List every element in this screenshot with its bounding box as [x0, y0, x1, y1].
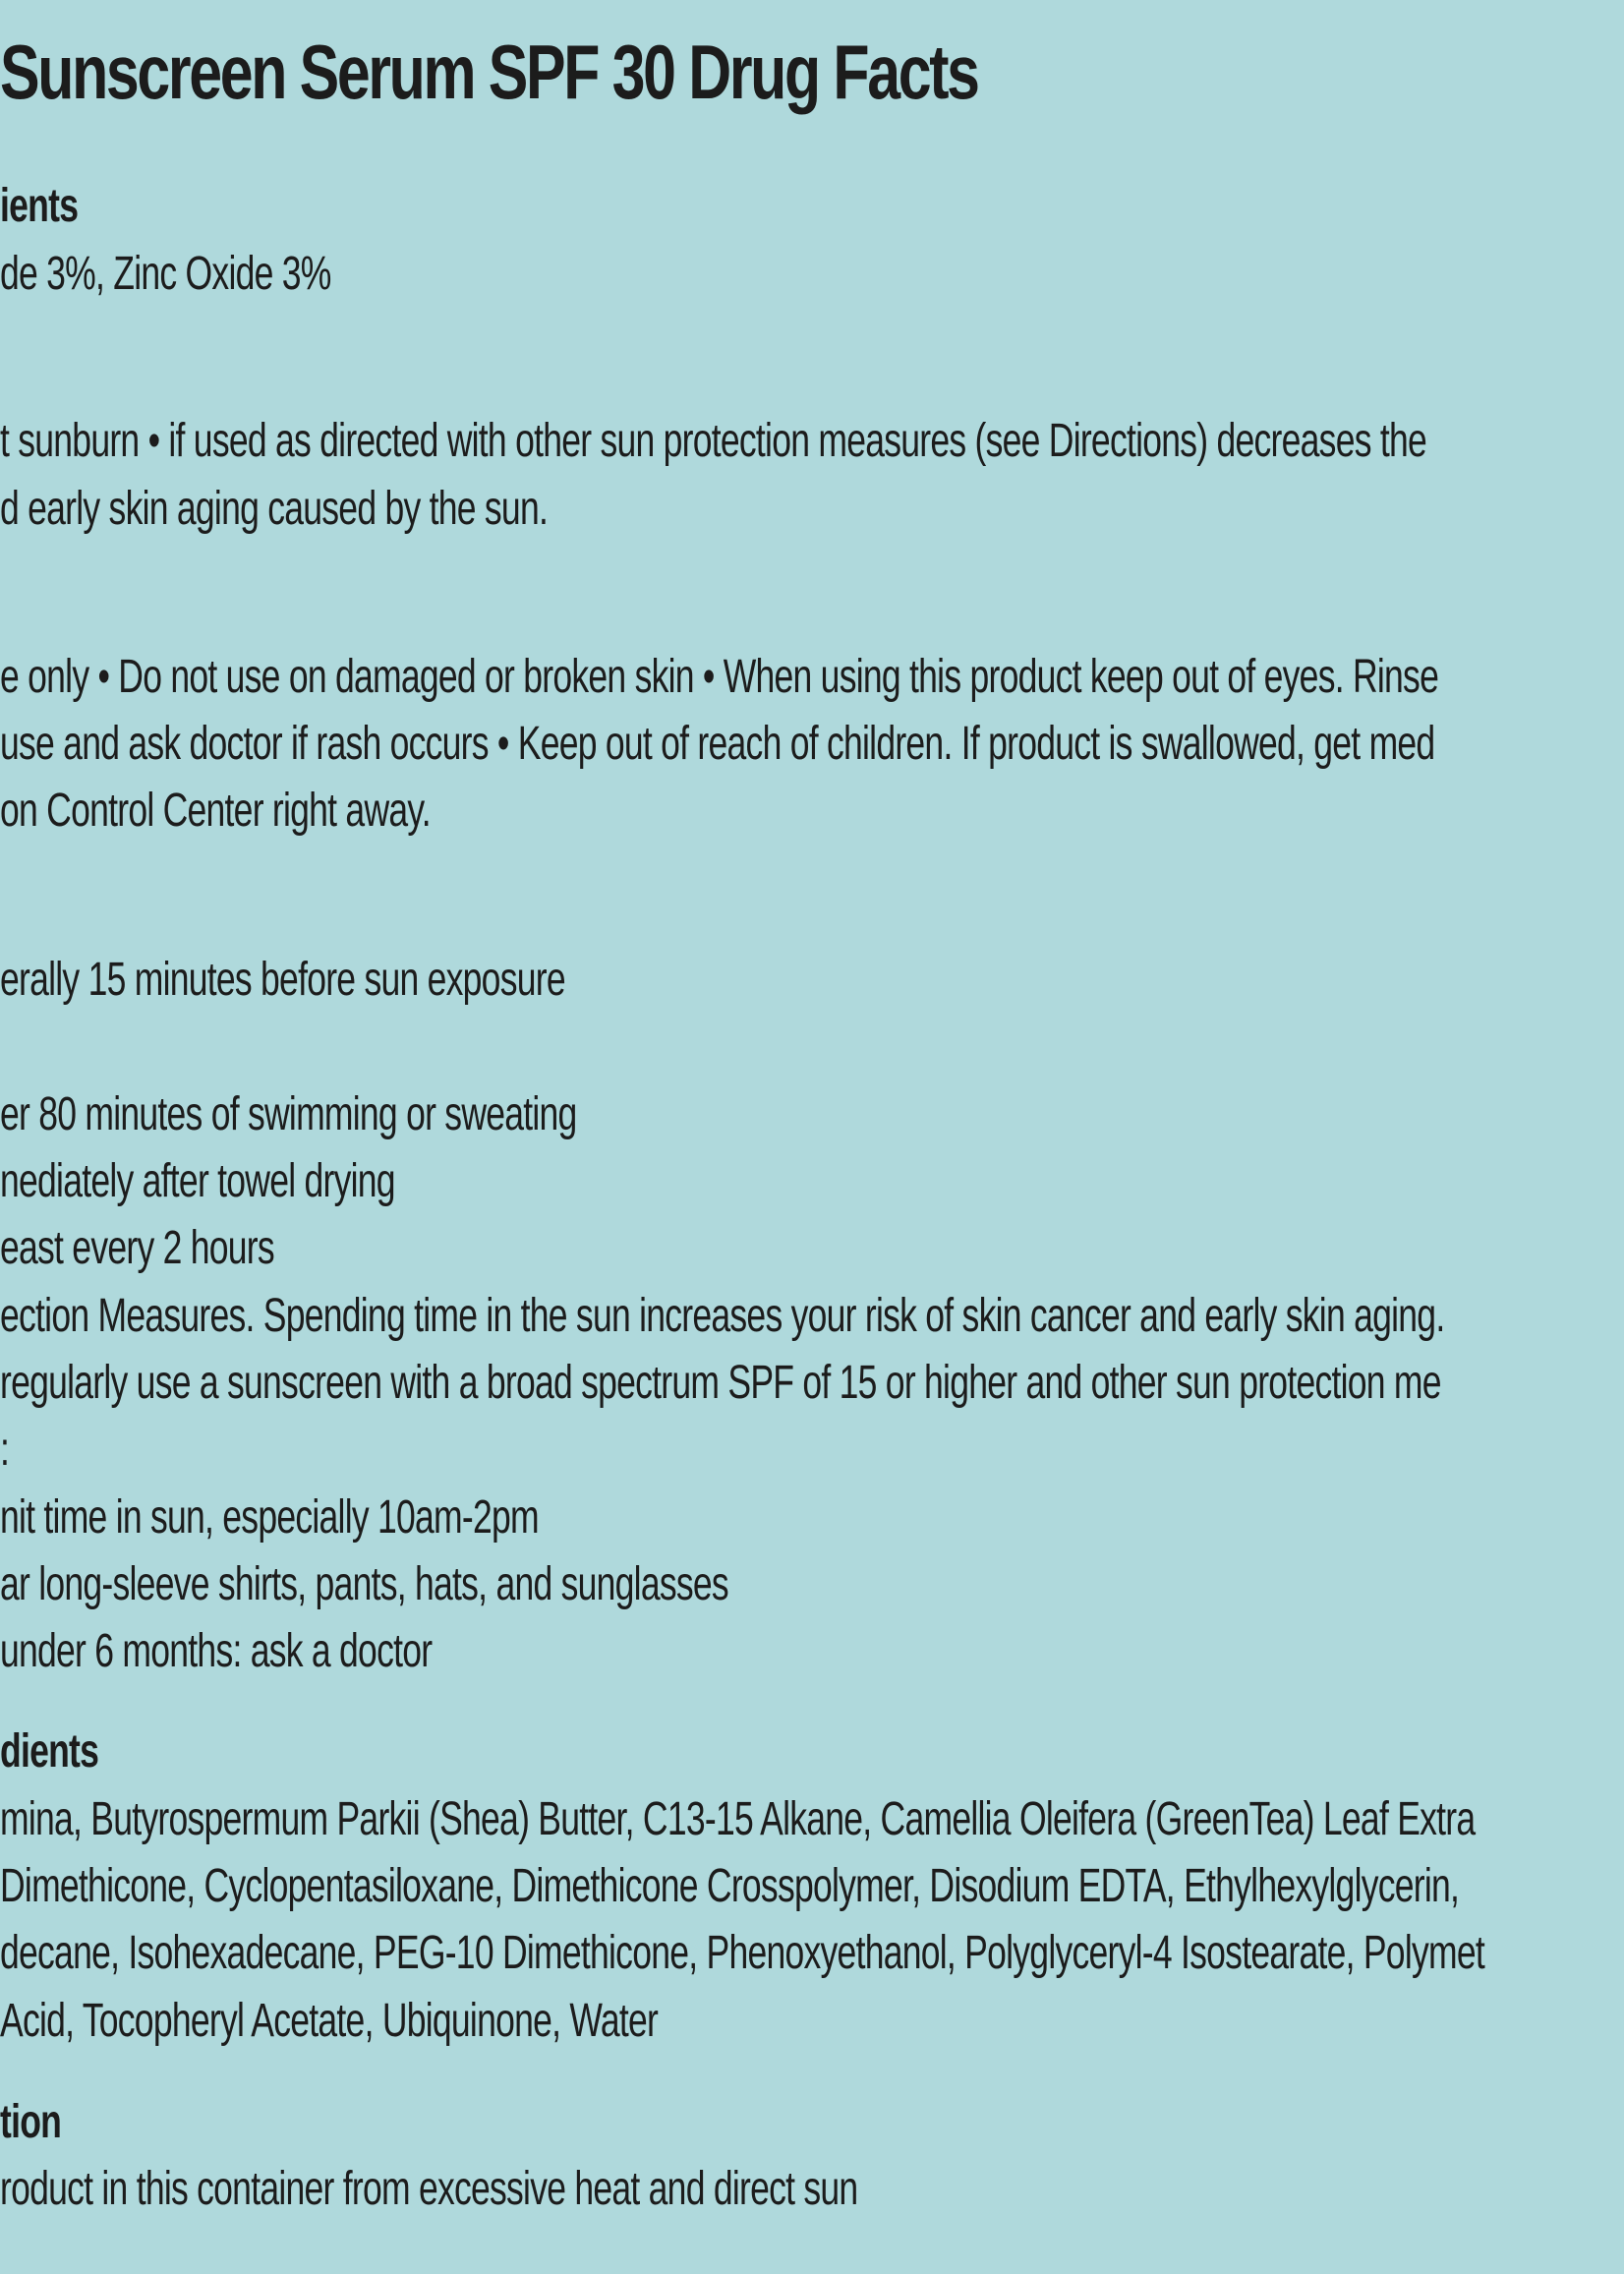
directions-line-2: er 80 minutes of swimming or sweating — [0, 1088, 577, 1140]
directions-line-8: nit time in sun, especially 10am-2pm — [0, 1491, 539, 1544]
directions-line-9: ar long-sleeve shirts, pants, hats, and sunglasses — [0, 1558, 728, 1610]
inactive-ingredients-heading: dients — [0, 1725, 99, 1778]
other-information-text: roduct in this container from excessive heat and direct sun — [0, 2163, 858, 2215]
warnings-line-3: on Control Center right away. — [0, 785, 431, 837]
inactive-ingredients-line-2: Dimethicone, Cyclopentasiloxane, Dimethicone Crosspolymer, Disodium EDTA, Ethylhexylglycerin, — [0, 1860, 1460, 1912]
directions-line-7: : — [0, 1424, 10, 1476]
uses-line-2: d early skin aging caused by the sun. — [0, 483, 549, 535]
warnings-line-2: use and ask doctor if rash occurs • Keep out of reach of children. If product is swallowed, get med — [0, 718, 1435, 770]
directions-line-1: erally 15 minutes before sun exposure — [0, 954, 565, 1006]
directions-line-10: under 6 months: ask a doctor — [0, 1625, 433, 1677]
other-information-heading: tion — [0, 2096, 62, 2148]
inactive-ingredients-line-3: decane, Isohexadecane, PEG-10 Dimethicone, Phenoxyethanol, Polyglyceryl-4 Isostearate, Polymet — [0, 1927, 1484, 1979]
active-ingredients-heading: ients — [0, 180, 79, 232]
directions-line-3: nediately after towel drying — [0, 1155, 395, 1207]
page-title: Sunscreen Serum SPF 30 Drug Facts — [0, 29, 978, 115]
inactive-ingredients-line-1: mina, Butyrospermum Parkii (Shea) Butter, C13-15 Alkane, Camellia Oleifera (GreenTea) Leaf Extra — [0, 1793, 1476, 1845]
uses-line-1: t sunburn • if used as directed with other sun protection measures (see Directions) decreases the — [0, 415, 1427, 467]
directions-line-6: regularly use a sunscreen with a broad spectrum SPF of 15 or higher and other sun protection me — [0, 1357, 1441, 1409]
active-ingredients-text: de 3%, Zinc Oxide 3% — [0, 248, 331, 300]
directions-line-5: ection Measures. Spending time in the sun increases your risk of skin cancer and early skin aging. — [0, 1290, 1445, 1342]
directions-line-4: east every 2 hours — [0, 1222, 274, 1274]
inactive-ingredients-line-4: Acid, Tocopheryl Acetate, Ubiquinone, Water — [0, 1995, 659, 2047]
warnings-line-1: e only • Do not use on damaged or broken skin • When using this product keep out of eyes. Rinse — [0, 651, 1439, 703]
